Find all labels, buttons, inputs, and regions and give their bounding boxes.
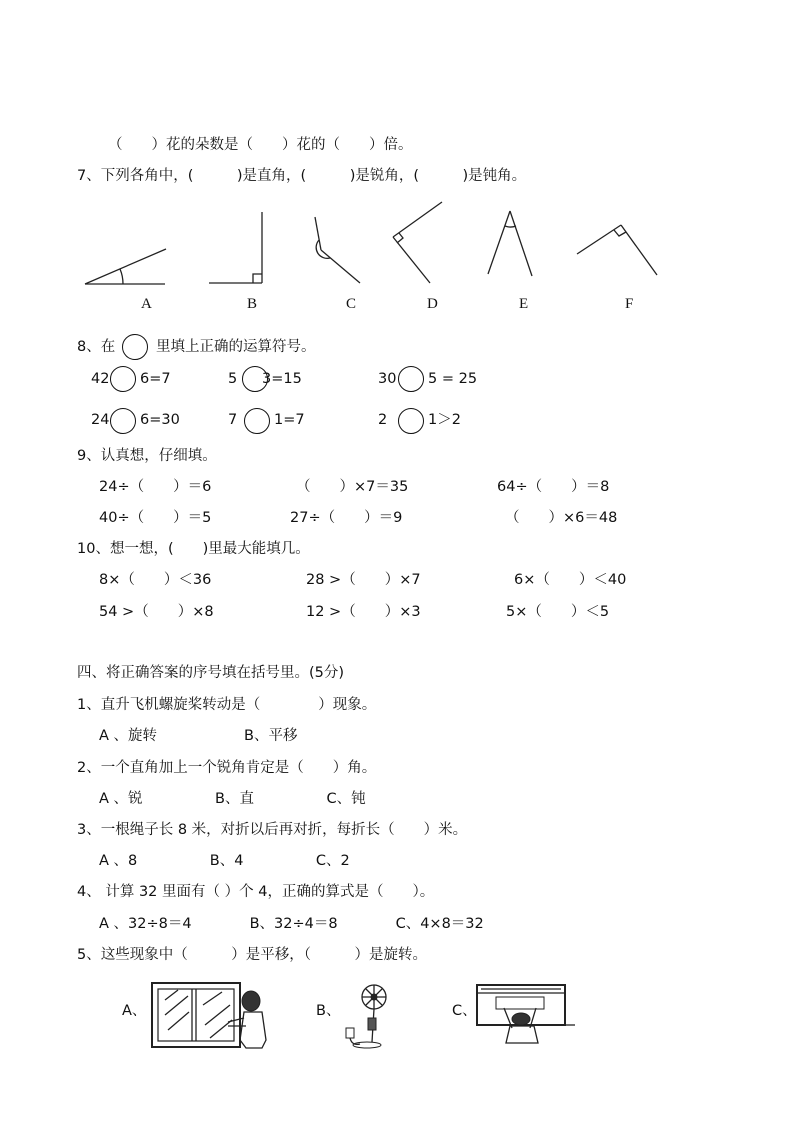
- q10-item: 54 >（ ）×8: [99, 604, 214, 620]
- q8-operand: 6=30: [140, 412, 180, 428]
- section-4-heading: 四、将正确答案的序号填在括号里。(5分): [77, 665, 345, 681]
- problem-3-options: A 、8 B、4 C、2: [99, 853, 350, 869]
- q8-operand: 2: [378, 412, 388, 428]
- q8-operand: 42: [91, 371, 110, 387]
- option-a-label: A、: [122, 1003, 147, 1019]
- problem-4-options: A 、32÷8＝4 B、32÷4＝8 C、4×8＝32: [99, 916, 484, 932]
- option-b-label: B、: [316, 1003, 341, 1019]
- angle-label-c: C: [346, 296, 357, 312]
- q8-operand: 3=15: [262, 371, 302, 387]
- q10-item: 28 >（ ）×7: [306, 572, 421, 588]
- q9-item: 40÷（ ）＝5: [99, 510, 212, 526]
- q10-item: 6×（ ）＜40: [514, 572, 627, 588]
- q9-item: （ ）×7＝35: [296, 479, 409, 495]
- problem-5: 5、这些现象中（ ）是平移，（ ）是旋转。: [77, 947, 427, 963]
- q8-operand: 5 = 25: [428, 371, 478, 387]
- problem-4: 4、 计算 32 里面有（ ）个 4，正确的算式是（ ）。: [77, 884, 435, 900]
- problem-3: 3、一根绳子长 8 米，对折以后再对折，每折长（ ）米。: [77, 822, 468, 838]
- q7-text: 7、下列各角中，( )是直角，( )是锐角，( )是钝角。: [77, 168, 527, 184]
- q9-item: （ ）×6＝48: [505, 510, 618, 526]
- problem-2-options: A 、锐 B、直 C、钝: [99, 791, 366, 807]
- q8-operand: 1＞2: [428, 412, 461, 428]
- q10-item: 5×（ ）＜5: [506, 604, 610, 620]
- q8-text-tail: 里填上正确的运算符号。: [156, 339, 316, 355]
- q9-item: 27÷（ ）＝9: [290, 510, 403, 526]
- problem-1: 1、直升飞机螺旋桨转动是（ ）现象。: [77, 697, 377, 713]
- q8-text: 8、在: [77, 339, 116, 355]
- q8-operand: 24: [91, 412, 110, 428]
- q8-operand: 7: [228, 412, 238, 428]
- q6-continuation: （ ）花的朵数是（ ）花的（ ）倍。: [108, 137, 413, 153]
- q10-item: 8×（ ）＜36: [99, 572, 212, 588]
- q9-text: 9、认真想，仔细填。: [77, 448, 217, 464]
- angle-label-f: F: [625, 296, 634, 312]
- angle-label-e: E: [519, 296, 529, 312]
- q8-operand: 30: [378, 371, 397, 387]
- angle-label-d: D: [427, 296, 438, 312]
- q8-operand: 1=7: [274, 412, 305, 428]
- problem-2: 2、一个直角加上一个锐角肯定是（ ）角。: [77, 760, 377, 776]
- q10-text: 10、想一想，( )里最大能填几。: [77, 541, 310, 557]
- q8-operand: 5: [228, 371, 238, 387]
- q10-item: 12 >（ ）×3: [306, 604, 421, 620]
- problem-1-options: A 、旋转 B、平移: [99, 728, 298, 744]
- angle-label-b: B: [247, 296, 258, 312]
- q9-item: 24÷（ ）＝6: [99, 479, 212, 495]
- option-c-label: C、: [452, 1003, 477, 1019]
- angle-label-a: A: [141, 296, 152, 312]
- q9-item: 64÷（ ）＝8: [497, 479, 610, 495]
- q8-operand: 6=7: [140, 371, 171, 387]
